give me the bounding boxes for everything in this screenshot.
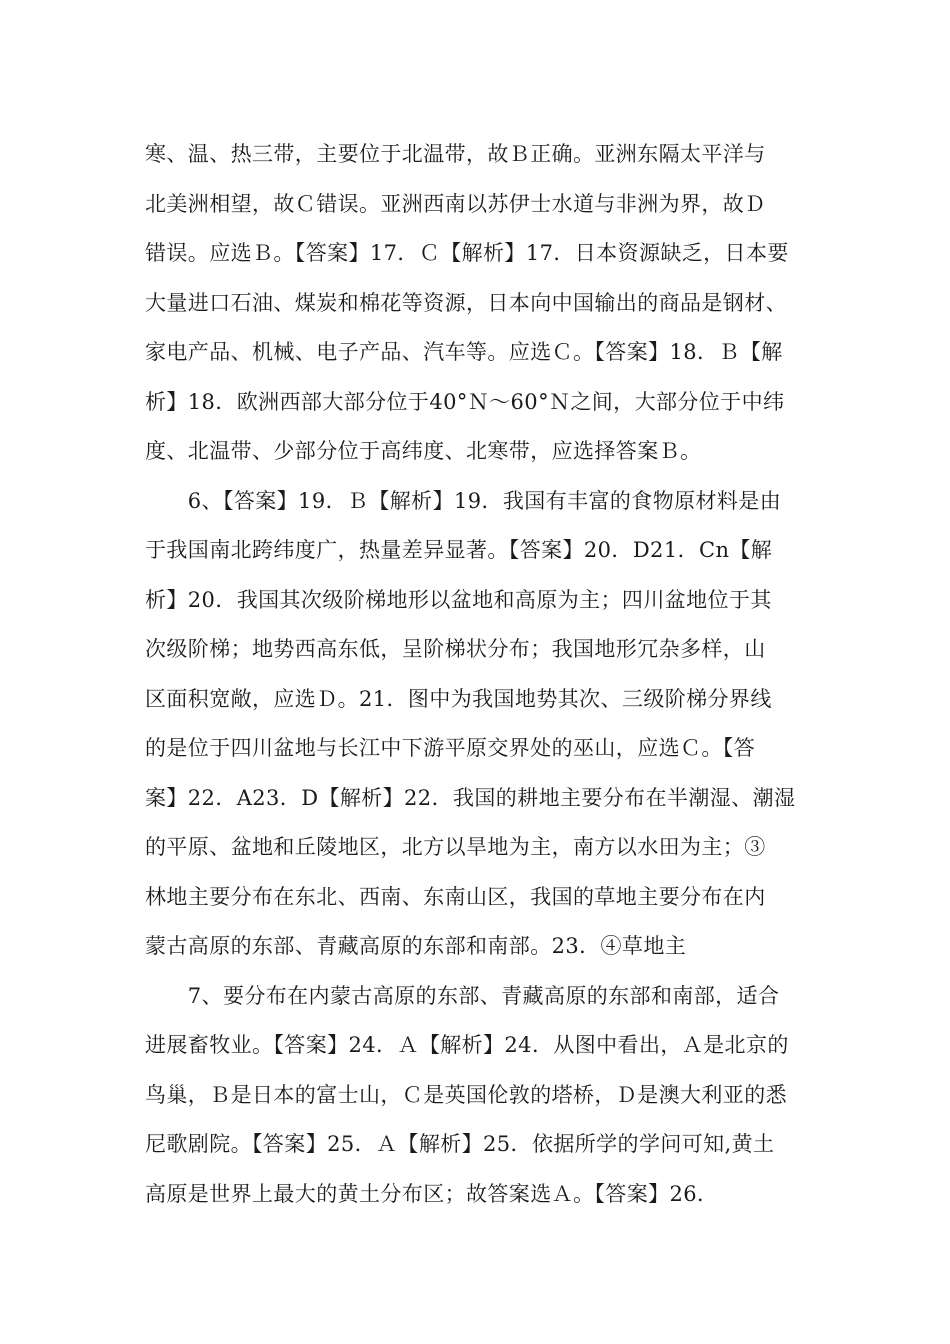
text-line: 案】22．A23．D【解析】22．我国的耕地主要分布在半潮湿、潮湿 bbox=[145, 785, 796, 810]
document-body bbox=[145, 130, 835, 1219]
text-line: 家电产品、机械、电子产品、汽车等。应选Ｃ。【答案】18．Ｂ【解 bbox=[145, 340, 783, 364]
text-line: 进展畜牧业。【答案】24．Ａ【解析】24．从图中看出，Ａ是北京的 bbox=[145, 1033, 789, 1057]
text-line: 析】20．我国其次级阶梯地形以盆地和高原为主；四川盆地位于其 bbox=[145, 587, 772, 612]
paragraph-start-line: 7、要分布在内蒙古高原的东部、青藏高原的东部和南部，适合 bbox=[145, 983, 780, 1008]
text-line: 高原是世界上最大的黄土分布区；故答案选Ａ。【答案】26． bbox=[145, 1181, 719, 1206]
text-line: 次级阶梯；地势西高东低，呈阶梯状分布；我国地形冗杂多样，山 bbox=[145, 637, 766, 661]
text-line: 的平原、盆地和丘陵地区，北方以旱地为主，南方以水田为主；③ bbox=[145, 835, 766, 859]
text-line: 蒙古高原的东部、青藏高原的东部和南部。23．④草地主 bbox=[145, 934, 687, 958]
text-line: 错误。应选Ｂ。【答案】17．Ｃ【解析】17．日本资源缺乏，日本要 bbox=[145, 241, 789, 265]
text-line: 析】18．欧洲西部大部分位于40°Ｎ～60°Ｎ之间，大部分位于中纬 bbox=[145, 389, 785, 414]
text-line: 林地主要分布在东北、西南、东南山区，我国的草地主要分布在内 bbox=[145, 884, 766, 909]
text-line: 寒、温、热三带，主要位于北温带，故Ｂ正确。亚洲东隔太平洋与 bbox=[145, 142, 766, 166]
text-line: 北美洲相望，故Ｃ错误。亚洲西南以苏伊士水道与非洲为界，故Ｄ bbox=[145, 191, 766, 216]
text-line: 尼歌剧院。【答案】25．Ａ【解析】25．依据所学的学问可知,黄土 bbox=[145, 1132, 775, 1156]
text-line: 区面积宽敞，应选Ｄ。21．图中为我国地势其次、三级阶梯分界线 bbox=[145, 686, 772, 711]
text-line: 于我国南北跨纬度广，热量差异显著。【答案】20．D21．Cn【解 bbox=[145, 538, 773, 562]
text-line: 度、北温带、少部分位于高纬度、北寒带，应选择答案Ｂ。 bbox=[145, 439, 702, 463]
text-line: 鸟巢，Ｂ是日本的富士山，Ｃ是英国伦敦的塔桥，Ｄ是澳大利亚的悉 bbox=[145, 1082, 787, 1107]
text-line: 大量进口石油、煤炭和棉花等资源，日本向中国输出的商品是钢材、 bbox=[145, 290, 787, 315]
text-line: 的是位于四川盆地与长江中下游平原交界处的巫山，应选Ｃ。【答 bbox=[145, 736, 756, 760]
paragraph-start-line: 6、【答案】19．Ｂ【解析】19．我国有丰富的食物原材料是由 bbox=[145, 488, 782, 513]
